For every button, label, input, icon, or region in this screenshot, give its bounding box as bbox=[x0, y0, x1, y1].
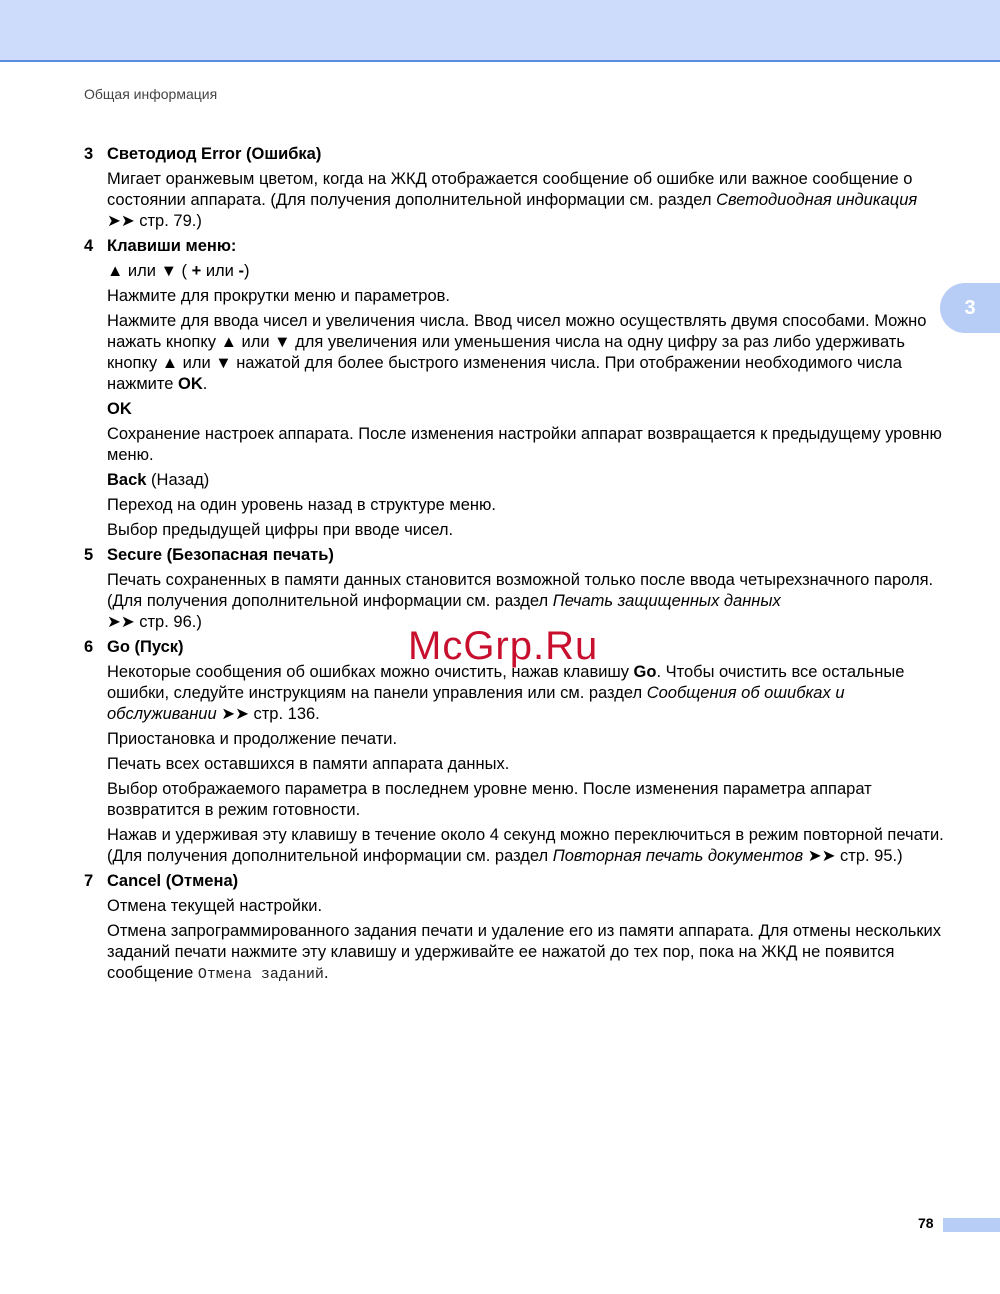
back-subheading bbox=[107, 470, 944, 491]
item-title: Cancel (Отмена) bbox=[107, 872, 239, 890]
down-arrow-icon: ▼ bbox=[274, 333, 291, 351]
text: или bbox=[236, 333, 275, 351]
text: или bbox=[201, 262, 239, 280]
text: Нажав и удерживая эту клавишу в течение около 4 секунд можно переключиться в режим повторной печати. (Для получения дополнительной информации см. раздел bbox=[107, 826, 944, 865]
arrow-icon: ➤➤ bbox=[107, 613, 135, 631]
page-reference: стр. 95.) bbox=[835, 847, 903, 865]
text: (Назад) bbox=[146, 471, 210, 489]
cross-reference-link[interactable]: Печать защищенных данных bbox=[552, 592, 781, 610]
item-number: 3 bbox=[84, 145, 94, 163]
page-reference: стр. 96.) bbox=[134, 613, 202, 631]
text: для увеличения или уменьшения числа на одну цифру за раз либо удерживать кнопку bbox=[107, 333, 905, 372]
item-heading bbox=[84, 144, 944, 165]
paragraph: Выбор предыдущей цифры при вводе чисел. bbox=[107, 521, 454, 539]
cross-reference-link[interactable]: Повторная печать документов bbox=[552, 847, 804, 865]
item-heading bbox=[84, 871, 944, 892]
item-number: 7 bbox=[84, 872, 94, 890]
item-title: Go (Пуск) bbox=[107, 638, 184, 656]
page-reference: стр. 136. bbox=[248, 705, 320, 723]
paragraph bbox=[107, 169, 944, 232]
lcd-message: Отмена заданий bbox=[197, 966, 324, 983]
paragraph: Нажмите для прокрутки меню и параметров. bbox=[107, 287, 451, 305]
text: . bbox=[323, 964, 329, 982]
item-number: 6 bbox=[84, 638, 94, 656]
paragraph bbox=[107, 311, 944, 395]
item-title: Светодиод Error (Ошибка) bbox=[107, 145, 322, 163]
text: Отмена запрограммированного задания печати и удаление его из памяти аппарата. Для отмены нескольких заданий печати нажмите эту клавишу и удерживайте ее нажатой до тех пор, пока на ЖКД не появится сообщение bbox=[107, 922, 942, 982]
up-arrow-icon: ▲ bbox=[107, 262, 124, 280]
text: или bbox=[123, 262, 161, 280]
text: Нажмите для ввода чисел и увеличения числа. Ввод чисел можно осуществлять двумя способами. Можно нажать кнопку bbox=[107, 312, 927, 351]
paragraph bbox=[107, 662, 944, 725]
paragraph-text: Печать сохраненных в памяти данных становится возможной только после ввода четырехзначного пароля. (Для получения дополнительной информации см. раздел bbox=[107, 571, 934, 610]
page-number-bar bbox=[943, 1218, 1000, 1232]
text: . bbox=[202, 375, 208, 393]
item-secure bbox=[84, 545, 944, 633]
item-error-led bbox=[84, 144, 944, 232]
paragraph bbox=[107, 921, 944, 985]
text: нажатой для более быстрого изменения числа. При отображении необходимого числа нажмите bbox=[107, 354, 902, 393]
back-key-label: Back bbox=[107, 471, 147, 489]
page-content bbox=[84, 144, 944, 989]
page-reference: стр. 79.) bbox=[134, 212, 202, 230]
minus-key-label: - bbox=[238, 262, 244, 280]
running-header: Общая информация bbox=[84, 86, 218, 102]
up-arrow-icon: ▲ bbox=[161, 354, 179, 372]
paragraph: Приостановка и продолжение печати. bbox=[107, 730, 398, 748]
item-title: Клавиши меню: bbox=[107, 237, 237, 255]
text: Некоторые сообщения об ошибках можно очистить, нажав клавишу bbox=[107, 663, 634, 681]
item-cancel bbox=[84, 871, 944, 985]
text: . Чтобы очистить все остальные ошибки, следуйте инструкциям на панели управления или см. раздел bbox=[107, 663, 905, 702]
cross-reference-link[interactable]: Светодиодная индикация bbox=[716, 191, 918, 209]
header-band bbox=[0, 0, 1000, 62]
paragraph: Переход на один уровень назад в структуре меню. bbox=[107, 496, 497, 514]
watermark: McGrp.Ru bbox=[408, 624, 599, 668]
item-heading bbox=[84, 545, 944, 566]
page-number: 78 bbox=[918, 1215, 934, 1231]
paragraph: Выбор отображаемого параметра в последнем уровне меню. После изменения параметра аппарат возвратится в режим готовности. bbox=[107, 780, 872, 819]
item-menu-keys bbox=[84, 236, 944, 541]
keys-line bbox=[107, 261, 944, 282]
paragraph bbox=[107, 825, 944, 867]
text: ) bbox=[243, 262, 250, 280]
plus-key-label: + bbox=[191, 262, 202, 280]
arrow-icon: ➤➤ bbox=[107, 212, 135, 230]
item-go bbox=[84, 637, 944, 867]
paragraph-text: Мигает оранжевым цветом, когда на ЖКД отображается сообщение об ошибке или важное сообщение о состоянии аппарата. (Для получения дополнительной информации см. раздел bbox=[107, 170, 913, 209]
ok-key-label: OK bbox=[178, 375, 203, 393]
chapter-number: 3 bbox=[964, 296, 976, 319]
paragraph: Отмена текущей настройки. bbox=[107, 897, 323, 915]
arrow-icon: ➤➤ bbox=[807, 847, 836, 865]
item-heading bbox=[84, 236, 944, 257]
item-number: 4 bbox=[84, 237, 94, 255]
arrow-icon: ➤➤ bbox=[221, 705, 249, 723]
go-key-label: Go bbox=[633, 663, 657, 681]
chapter-tab[interactable] bbox=[940, 283, 1000, 333]
down-arrow-icon: ▼ bbox=[160, 262, 177, 280]
ok-subheading: OK bbox=[107, 400, 132, 418]
up-arrow-icon: ▲ bbox=[220, 333, 237, 351]
paragraph: Печать всех оставшихся в памяти аппарата данных. bbox=[107, 755, 510, 773]
item-title: Secure (Безопасная печать) bbox=[107, 546, 334, 564]
down-arrow-icon: ▼ bbox=[215, 354, 232, 372]
text: ( bbox=[176, 262, 192, 280]
text: или bbox=[178, 354, 216, 372]
cross-reference-link[interactable]: Сообщения об ошибках и обслуживании bbox=[107, 684, 845, 723]
paragraph: Сохранение настроек аппарата. После изменения настройки аппарат возвращается к предыдущему уровню меню. bbox=[107, 425, 942, 464]
item-number: 5 bbox=[84, 546, 94, 564]
